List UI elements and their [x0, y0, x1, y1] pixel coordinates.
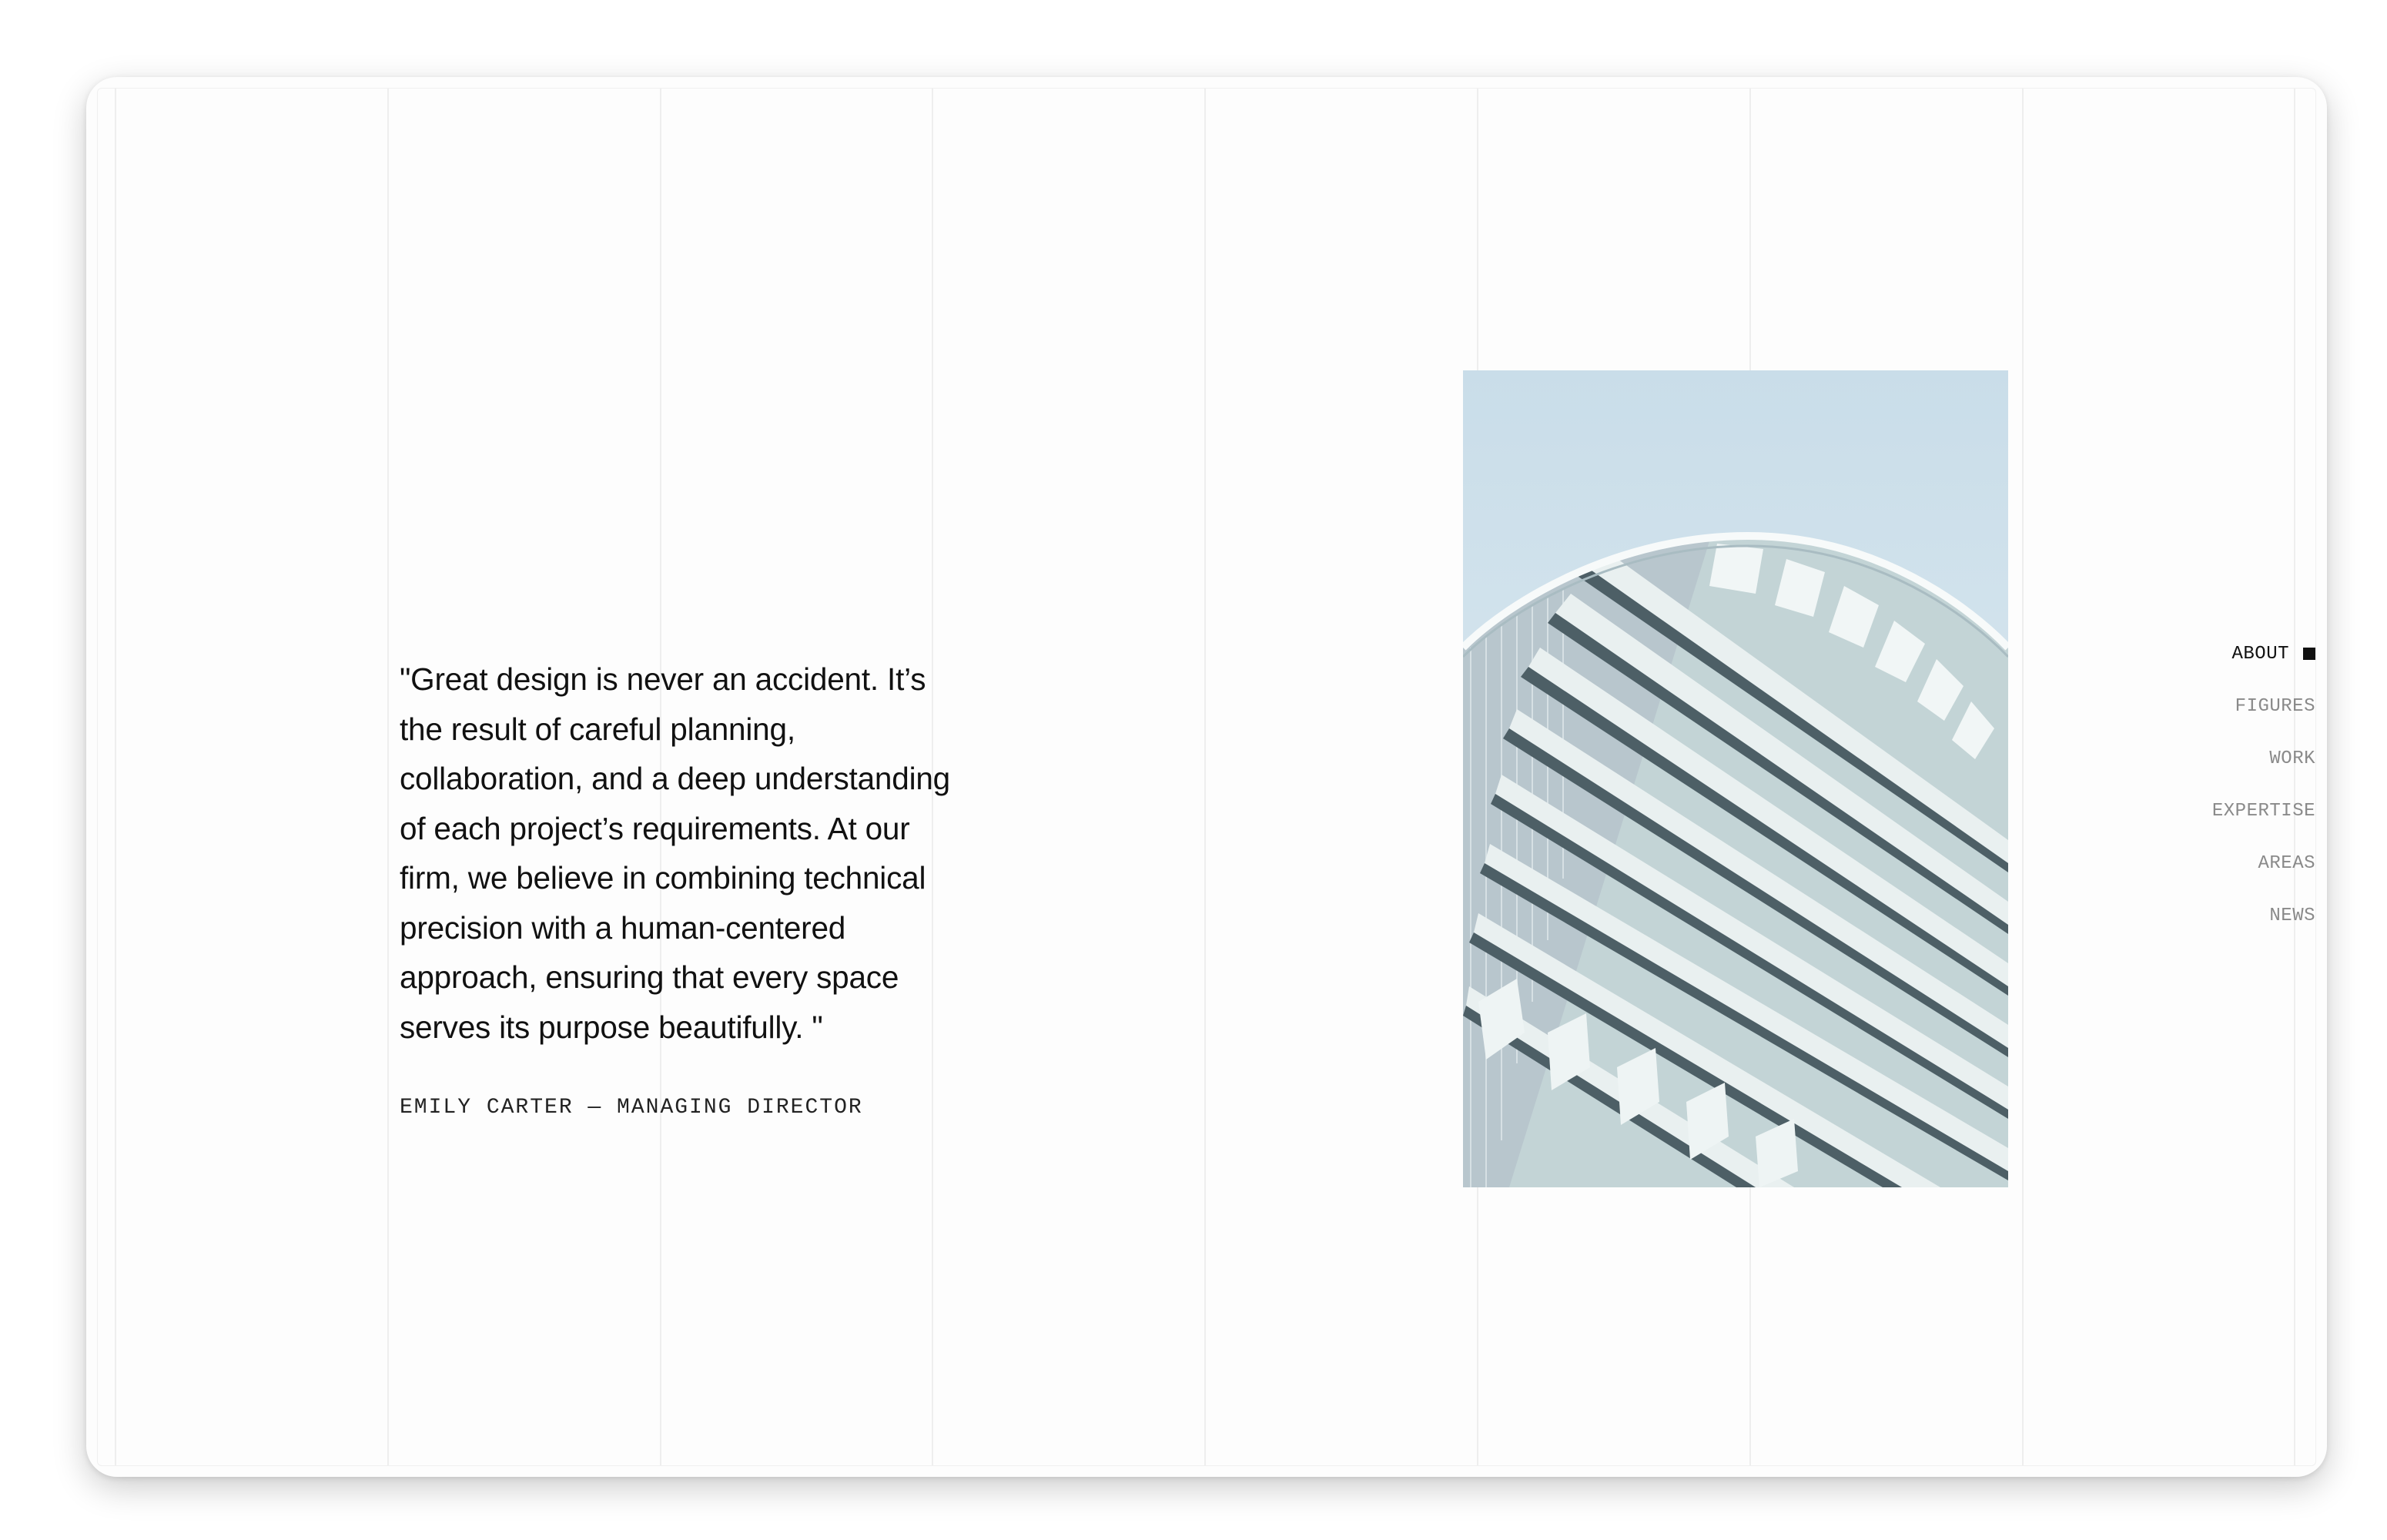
- quote-text: "Great design is never an accident. It’s the result of careful planning, collaboration, and a deep understanding of each project’s requirements. At our firm, we believe in combining technical precision with a human-centered approach, ensuring that every space serves its purpose beautifully. ": [400, 661, 951, 1045]
- nav-item-areas[interactable]: [2212, 837, 2315, 889]
- nav-item-label: ABOUT: [2231, 643, 2289, 665]
- nav-item-label: FIGURES: [2235, 695, 2315, 717]
- quote-attribution: EMILY CARTER — MANAGING DIRECTOR: [400, 1096, 863, 1120]
- building-photo: [1463, 370, 2008, 1187]
- page-frame: [97, 88, 2316, 1466]
- nav-item-work[interactable]: [2212, 732, 2315, 785]
- testimonial-quote: [400, 654, 954, 1120]
- nav-item-figures[interactable]: [2212, 680, 2315, 732]
- grid-line: [387, 89, 389, 1465]
- section-nav: [2212, 628, 2315, 942]
- nav-item-label: WORK: [2269, 748, 2315, 769]
- grid-line: [1204, 89, 1206, 1465]
- nav-item-expertise[interactable]: [2212, 785, 2315, 837]
- active-square-icon: [2303, 648, 2315, 660]
- browser-window: [86, 77, 2327, 1477]
- nav-item-label: EXPERTISE: [2211, 800, 2315, 822]
- nav-item-about[interactable]: [2212, 628, 2315, 680]
- grid-line: [2022, 89, 2024, 1465]
- building-facade-photo-icon: [1463, 370, 2008, 1187]
- grid-line: [115, 89, 116, 1465]
- nav-item-label: AREAS: [2258, 852, 2315, 874]
- nav-item-news[interactable]: [2212, 889, 2315, 942]
- nav-item-label: NEWS: [2269, 905, 2315, 926]
